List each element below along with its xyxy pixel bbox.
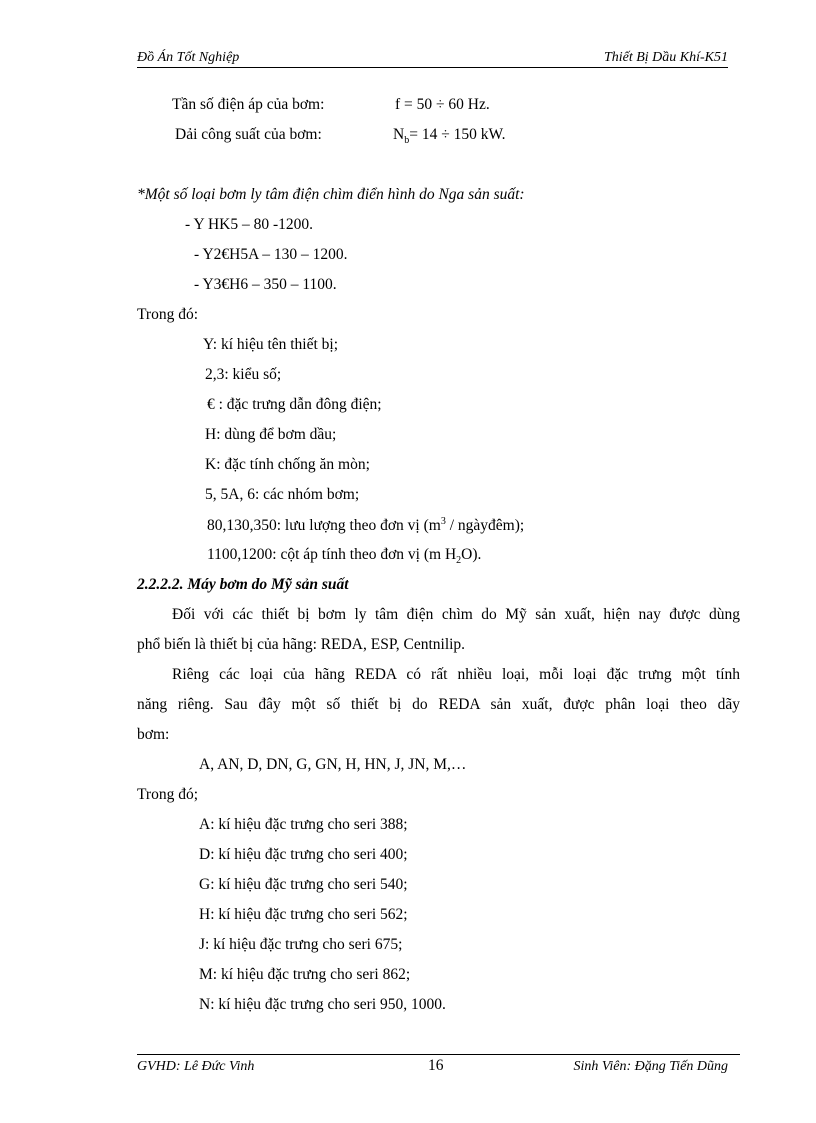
usa-para1-line1: Đối với các thiết bị bơm ly tâm điện chìm do Mỹ sản xuất, hiện nay được dùng [172, 606, 740, 623]
russian-model-1: - Y HK5 – 80 -1200. [185, 216, 314, 233]
usa-para2-line2: năng riêng. Sau đây một số thiết bị do REDA sản xuất, được phân loại theo dãy [137, 696, 740, 713]
spec-power-value: $N_b= 14 \div 150$ kW. [393, 126, 506, 147]
usa-def-m: M: kí hiệu đặc trưng cho seri 862; [199, 966, 411, 983]
usa-def-a: A: kí hiệu đặc trưng cho seri 388; [199, 816, 408, 833]
footer-supervisor: GVHD: Lê Đức Vinh [137, 1059, 255, 1074]
spec-frequency-value: f = 50 ÷ 60 Hz. [395, 96, 490, 113]
russian-def-euro: € : đặc trưng dẫn đông điện; [207, 396, 382, 413]
spec-power-label: Dải công suất của bơm: [175, 126, 322, 143]
usa-where-label: Trong đó; [137, 786, 199, 803]
russian-def-type: 2,3: kiểu số; [205, 366, 282, 383]
usa-def-h: H: kí hiệu đặc trưng cho seri 562; [199, 906, 408, 923]
russian-model-3: - Y3€H6 – 350 – 1100. [194, 276, 337, 293]
russian-heading: *Một số loại bơm ly tâm điện chìm điển hình do Nga sản suất: [137, 186, 525, 203]
usa-para2-line3: bơm: [137, 726, 170, 743]
russian-where-label: Trong đó: [137, 306, 199, 323]
russian-model-2: - Y2€H5A – 130 – 1200. [194, 246, 348, 263]
footer-rule [137, 1054, 740, 1055]
usa-def-g: G: kí hiệu đặc trưng cho seri 540; [199, 876, 408, 893]
usa-series-list: A, AN, D, DN, G, GN, H, HN, J, JN, M,… [199, 756, 467, 773]
russian-def-head: 1100,1200: cột áp tính theo đơn vị (m $H_2O$). [207, 546, 482, 567]
footer-student: Sinh Viên: Đặng Tiến Dũng [573, 1059, 728, 1074]
usa-def-d: D: kí hiệu đặc trưng cho seri 400; [199, 846, 408, 863]
russian-def-y: Y: kí hiệu tên thiết bị; [203, 336, 339, 353]
page-number: 16 [428, 1057, 444, 1074]
header-right: Thiết Bị Dầu Khí-K51 [603, 50, 728, 65]
russian-def-groups: 5, 5A, 6: các nhóm bơm; [205, 486, 360, 503]
usa-para2-line1: Riêng các loại của hãng REDA có rất nhiều loại, mỗi loại đặc trưng một tính [172, 666, 740, 683]
header-left: Đồ Án Tốt Nghiệp [137, 50, 240, 65]
usa-para1-line2: phổ biến là thiết bị của hãng: REDA, ESP, Centnilip. [137, 636, 466, 653]
section-title-usa: 2.2.2.2. Máy bơm do Mỹ sản suất [137, 576, 349, 593]
header-rule [137, 67, 728, 68]
russian-def-flow: 80,130,350: lưu lượng theo đơn vị ($m^3$ / ngàyđêm); [207, 516, 525, 535]
spec-frequency-label: Tần số điện áp của bơm: [172, 96, 325, 113]
russian-def-k: K: đặc tính chống ăn mòn; [205, 456, 370, 473]
usa-def-j: J: kí hiệu đặc trưng cho seri 675; [199, 936, 403, 953]
usa-def-n: N: kí hiệu đặc trưng cho seri 950, 1000. [199, 996, 446, 1013]
russian-def-h: H: dùng để bơm dầu; [205, 426, 337, 443]
